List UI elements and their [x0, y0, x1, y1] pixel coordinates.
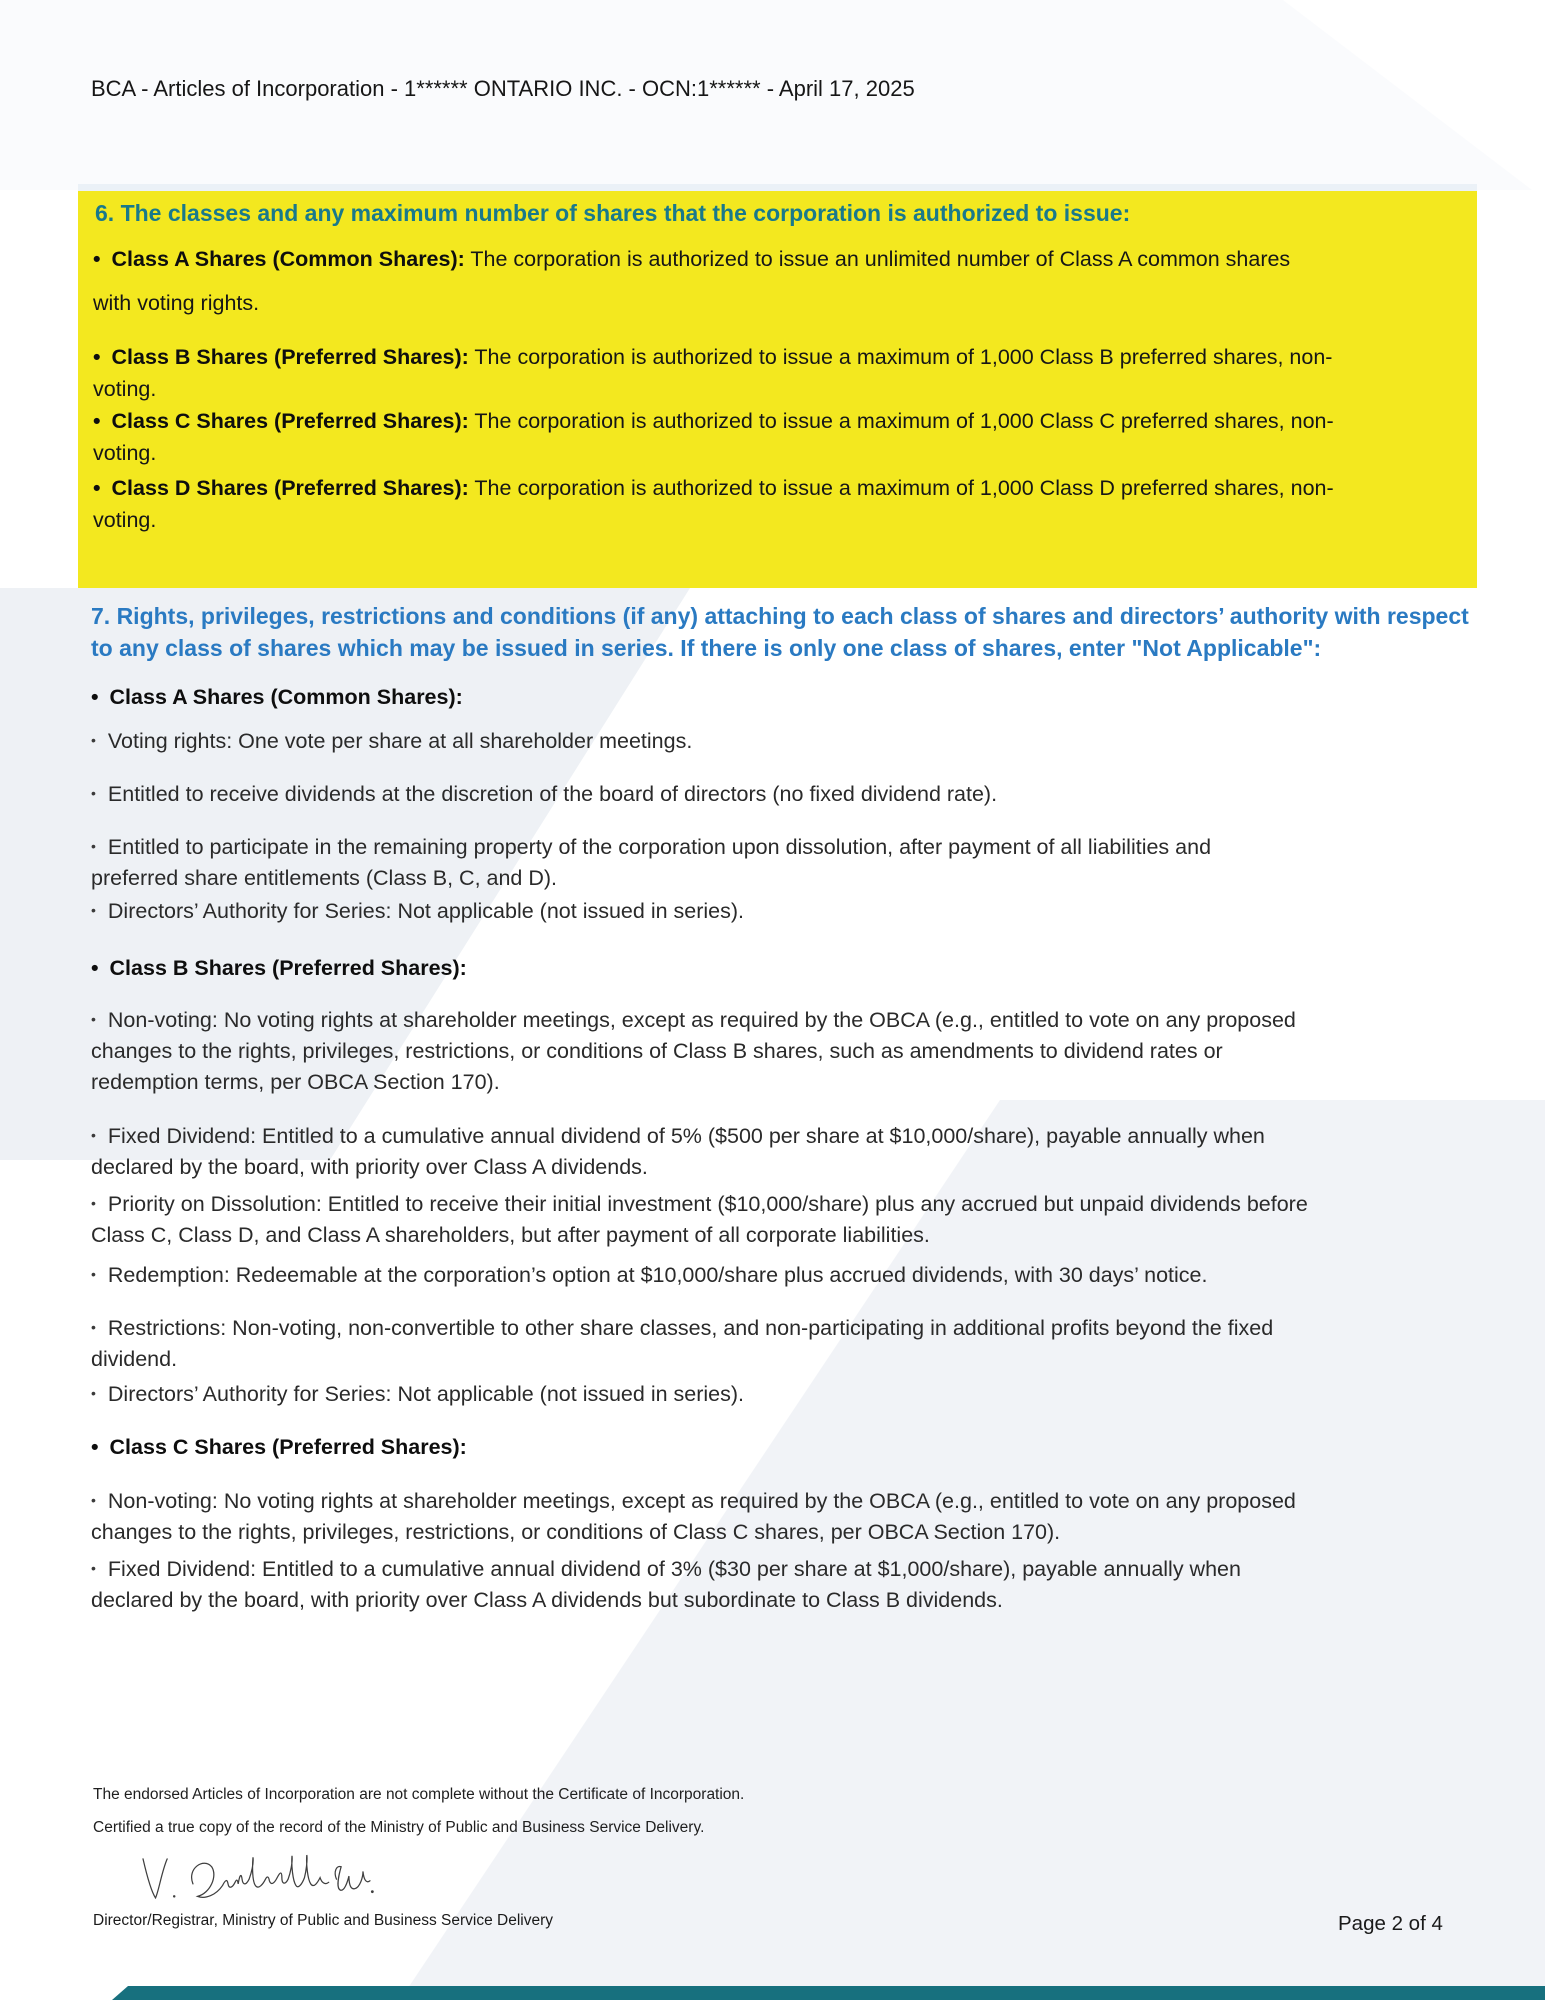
section-6-heading: 6. The classes and any maximum number of shares that the corporation is authorized to issue: [95, 200, 1131, 226]
bullet-icon: • [91, 785, 96, 801]
class-b-priority-dissolution: • Priority on Dissolution: Entitled to receive their initial investment ($10,000/share) plus any accrued but unpaid dividends before Class C, Class D, and Class A shareholders, but after payment of all corporate liabilities. [91, 1192, 1308, 1247]
class-b-directors-authority: • Directors’ Authority for Series: Not applicable (not issued in series). [91, 1382, 745, 1406]
bullet-icon: • [91, 1560, 96, 1576]
bullet-icon: • [91, 838, 96, 854]
class-d-authorized-line2: voting. [93, 508, 157, 532]
bullet-icon: • [93, 345, 101, 369]
class-b-authorized-line1: • Class B Shares (Preferred Shares): The corporation is authorized to issue a maximum of 1,000 Class B preferred shares, non- [93, 345, 1333, 369]
section-6-highlighted-block [78, 191, 1477, 588]
section-7-heading: 7. Rights, privileges, restrictions and conditions (if any) attaching to each class of shares and directors’ authority with respect to any class of shares which may be issued in series. If there is only one class of shares, enter "Not Applicable": [91, 603, 1469, 661]
class-c-authorized-line2: voting. [93, 441, 157, 465]
class-a-authorized-line2: with voting rights. [93, 291, 260, 315]
bullet-icon: • [91, 902, 96, 918]
class-a-dividends: • Entitled to receive dividends at the discretion of the board of directors (no fixed dividend rate). [91, 782, 998, 806]
bottom-accent-bar [112, 1986, 1545, 2000]
class-a-authorized-line1: • Class A Shares (Common Shares): The corporation is authorized to issue an unlimited number of Class A common shares [93, 247, 1291, 271]
bullet-icon: • [91, 732, 96, 748]
bullet-icon: • [91, 1385, 96, 1401]
bullet-icon: • [91, 685, 99, 709]
class-d-authorized-line1: • Class D Shares (Preferred Shares): The corporation is authorized to issue a maximum of 1,000 Class D preferred shares, non- [93, 476, 1334, 500]
class-c-title: • Class C Shares (Preferred Shares): [91, 1435, 467, 1459]
bullet-icon: • [91, 1266, 96, 1282]
bullet-icon: • [91, 956, 99, 980]
class-c-non-voting: • Non-voting: No voting rights at shareholder meetings, except as required by the OBCA (e.g., entitled to vote on any proposed changes to the rights, privileges, restrictions, or conditions of Class C shares, per OBCA Section 170). [91, 1489, 1296, 1544]
section-7-block [91, 600, 1491, 1616]
class-a-title: • Class A Shares (Common Shares): [91, 685, 463, 709]
bullet-icon: • [93, 476, 101, 500]
page-number: Page 2 of 4 [1338, 1912, 1443, 1935]
bullet-icon: • [91, 1127, 96, 1143]
class-a-dissolution: • Entitled to participate in the remaining property of the corporation upon dissolution, after payment of all liabilities and preferred share entitlements (Class B, C, and D). [91, 835, 1212, 890]
class-b-fixed-dividend: • Fixed Dividend: Entitled to a cumulative annual dividend of 5% ($500 per share at $10,000/share), payable annually when declared by the board, with priority over Class A dividends. [91, 1124, 1265, 1179]
highlight-top-strip [78, 184, 1477, 191]
class-c-authorized-line1: • Class C Shares (Preferred Shares): The corporation is authorized to issue a maximum of 1,000 Class C preferred shares, non- [93, 409, 1334, 433]
class-b-redemption: • Redemption: Redeemable at the corporation’s option at $10,000/share plus accrued dividends, with 30 days’ notice. [91, 1263, 1208, 1287]
bullet-icon: • [91, 1435, 99, 1459]
class-b-non-voting: • Non-voting: No voting rights at shareholder meetings, except as required by the OBCA (e.g., entitled to vote on any proposed changes to the rights, privileges, restrictions, or conditions of Class B shares, such as amendments to dividend rates or redemption terms, per OBCA Section 170). [91, 1008, 1296, 1094]
section-7-list [91, 682, 1491, 1616]
bullet-icon: • [91, 1319, 96, 1335]
bullet-icon: • [93, 409, 101, 433]
bullet-icon: • [93, 247, 101, 271]
class-a-voting-rights: • Voting rights: One vote per share at all shareholder meetings. [91, 729, 693, 753]
class-b-authorized-line2: voting. [93, 377, 157, 401]
class-a-directors-authority: • Directors’ Authority for Series: Not applicable (not issued in series). [91, 899, 745, 923]
bullet-icon: • [91, 1195, 96, 1211]
section-6-body [93, 243, 1463, 536]
class-c-fixed-dividend: • Fixed Dividend: Entitled to a cumulative annual dividend of 3% ($30 per share at $1,000/share), payable annually when declared by the board, with priority over Class A dividends but subordinate to Class B dividends. [91, 1557, 1241, 1612]
signer-title: Director/Registrar, Ministry of Public and Business Service Delivery [93, 1912, 553, 1929]
footer-note-certified: Certified a true copy of the record of the Ministry of Public and Business Service Delivery. [93, 1819, 705, 1836]
class-b-title: • Class B Shares (Preferred Shares): [91, 956, 467, 980]
bullet-icon: • [91, 1011, 96, 1027]
class-b-restrictions: • Restrictions: Non-voting, non-convertible to other share classes, and non-participating in additional profits beyond the fixed dividend. [91, 1316, 1274, 1371]
footer-note-endorsed: The endorsed Articles of Incorporation are not complete without the Certificate of Incorporation. [93, 1786, 745, 1803]
document-header-title: BCA - Articles of Incorporation - 1****** ONTARIO INC. - OCN:1****** - April 17, 2025 [91, 76, 915, 101]
bullet-icon: • [91, 1492, 96, 1508]
